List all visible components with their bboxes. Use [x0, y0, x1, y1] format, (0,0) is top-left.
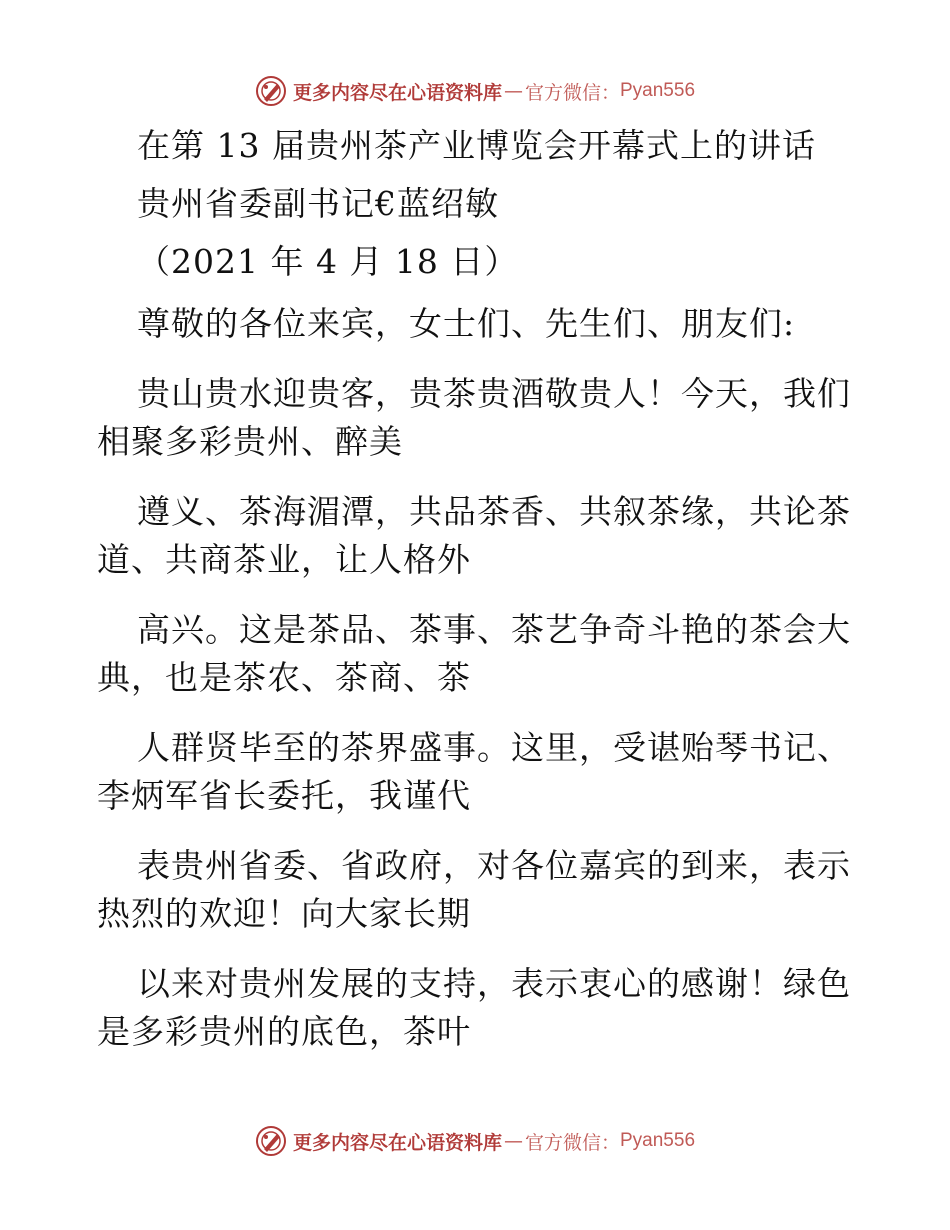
banner-wechat-label: 官方微信：	[524, 1131, 620, 1154]
document-date: （2021 年 4 月 18 日）	[137, 242, 519, 281]
paragraph-line: 以来对贵州发展的支持，表示衷心的感谢！绿色	[137, 964, 851, 1003]
banner-wechat-id: Pyan556	[620, 80, 696, 101]
document-title: 在第 13 届贵州茶产业博览会开幕式上的讲话	[137, 126, 816, 165]
paragraph-line: 高兴。这是茶品、茶事、茶艺争奇斗艳的茶会大	[137, 610, 851, 649]
salutation: 尊敬的各位来宾，女士们、先生们、朋友们:	[137, 304, 796, 343]
logo-icon	[255, 1125, 287, 1157]
header-watermark-banner	[0, 71, 950, 111]
banner-dash: —	[503, 80, 523, 102]
paragraph-line: 人群贤毕至的茶界盛事。这里，受谌贻琴书记、	[137, 728, 851, 767]
paragraph-line: 表贵州省委、省政府，对各位嘉宾的到来，表示	[137, 846, 851, 885]
banner-wechat-label: 官方微信：	[524, 81, 620, 104]
paragraph-line: 贵山贵水迎贵客，贵茶贵酒敬贵人！今天，我们	[137, 374, 851, 413]
paragraph-line: 典，也是茶农、茶商、茶	[97, 658, 471, 697]
banner-wechat-id: Pyan556	[620, 1130, 696, 1151]
paragraph-line: 相聚多彩贵州、醉美	[97, 422, 403, 461]
paragraph-line: 李炳军省长委托，我谨代	[97, 776, 471, 815]
document-body	[97, 122, 857, 1056]
footer-watermark-banner	[0, 1121, 950, 1161]
banner-dash: —	[503, 1130, 523, 1152]
paragraph-line: 是多彩贵州的底色，茶叶	[97, 1012, 471, 1051]
banner-title: 更多内容尽在心语资料库	[292, 1131, 502, 1154]
paragraph-line: 遵义、茶海湄潭，共品茶香、共叙茶缘，共论茶	[137, 492, 851, 531]
paragraph-line: 热烈的欢迎！向大家长期	[97, 894, 471, 933]
logo-icon	[255, 75, 287, 107]
document-author: 贵州省委副书记€蓝绍敏	[137, 184, 499, 223]
paragraph-line: 道、共商茶业，让人格外	[97, 540, 471, 579]
banner-title: 更多内容尽在心语资料库	[292, 81, 502, 104]
